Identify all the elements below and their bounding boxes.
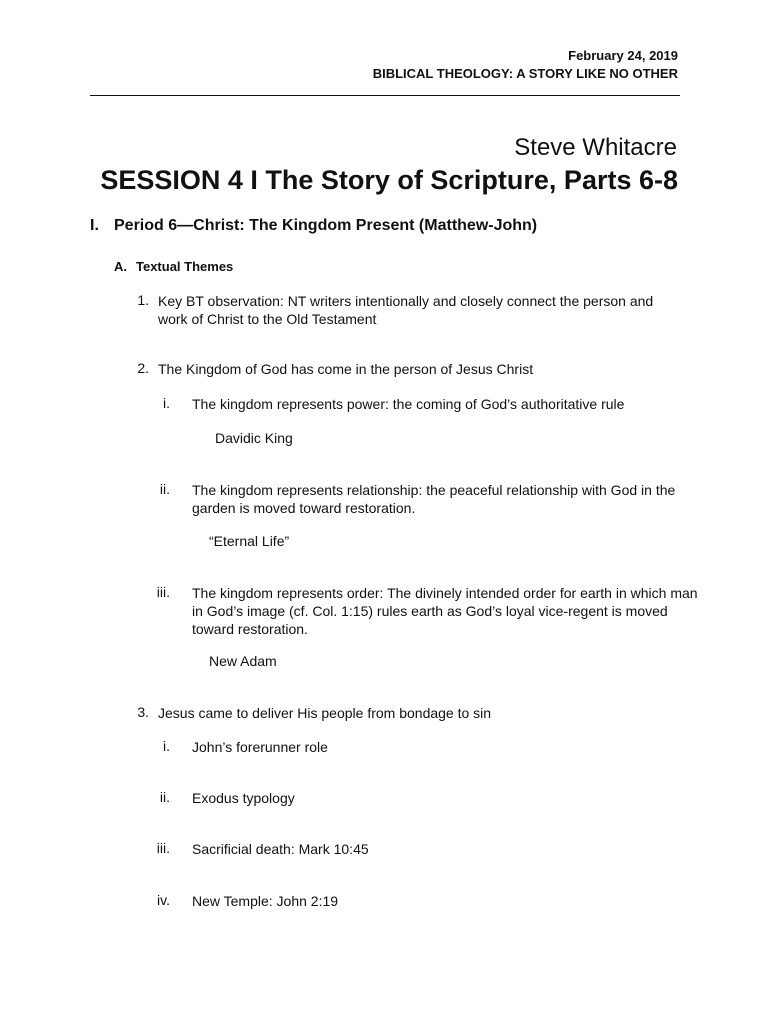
subitem-marker: i. [163, 395, 170, 411]
subitem-text: Sacrificial death: Mark 10:45 [192, 841, 369, 857]
list-item-marker: 2. [137, 360, 149, 376]
section-heading: Period 6—Christ: The Kingdom Present (Matthew-John) [114, 217, 538, 234]
subitem-note: “Eternal Life” [209, 533, 290, 549]
subitem-text: The kingdom represents order: The divinely intended order for earth in which man in God’s image (cf. Col. 1:15) rules earth as God’s loyal vice-regent is moved toward restoration. [192, 585, 698, 637]
session-title: SESSION 4 I The Story of Scripture, Parts 6-8 [100, 165, 678, 195]
header-divider [90, 95, 680, 96]
subitem-marker: iii. [156, 584, 170, 600]
subitem-text: The kingdom represents relationship: the peaceful relationship with God in the garden is moved toward restoration. [192, 482, 676, 516]
subitem-marker: iii. [156, 840, 170, 856]
subitem-marker: i. [163, 738, 170, 754]
list-item-text: The Kingdom of God has come in the person of Jesus Christ [158, 361, 534, 377]
subitem-note: New Adam [209, 653, 277, 669]
course-title: BIBLICAL THEOLOGY: A STORY LIKE NO OTHER [372, 66, 678, 81]
subitem-text: John’s forerunner role [192, 739, 328, 755]
subsection-heading: Textual Themes [136, 259, 234, 274]
list-item-marker: 3. [137, 704, 149, 720]
subitem-marker: ii. [159, 481, 170, 497]
subitem-text: Exodus typology [192, 790, 295, 806]
list-item-marker: 1. [137, 292, 149, 308]
author-name: Steve Whitacre [514, 134, 677, 161]
list-item-text: Jesus came to deliver His people from bondage to sin [158, 705, 492, 721]
document-date: February 24, 2019 [568, 48, 678, 63]
subitem-marker: ii. [159, 789, 170, 805]
section-marker: I. [90, 217, 99, 234]
subitem-text: The kingdom represents power: the coming of God’s authoritative rule [192, 396, 625, 412]
subitem-text: New Temple: John 2:19 [192, 893, 339, 909]
subitem-marker: iv. [157, 892, 170, 908]
subitem-note: Davidic King [215, 430, 293, 446]
subsection-marker: A. [114, 259, 127, 274]
list-item-text: Key BT observation: NT writers intentionally and closely connect the person and work of Christ to the Old Testament [158, 293, 654, 327]
